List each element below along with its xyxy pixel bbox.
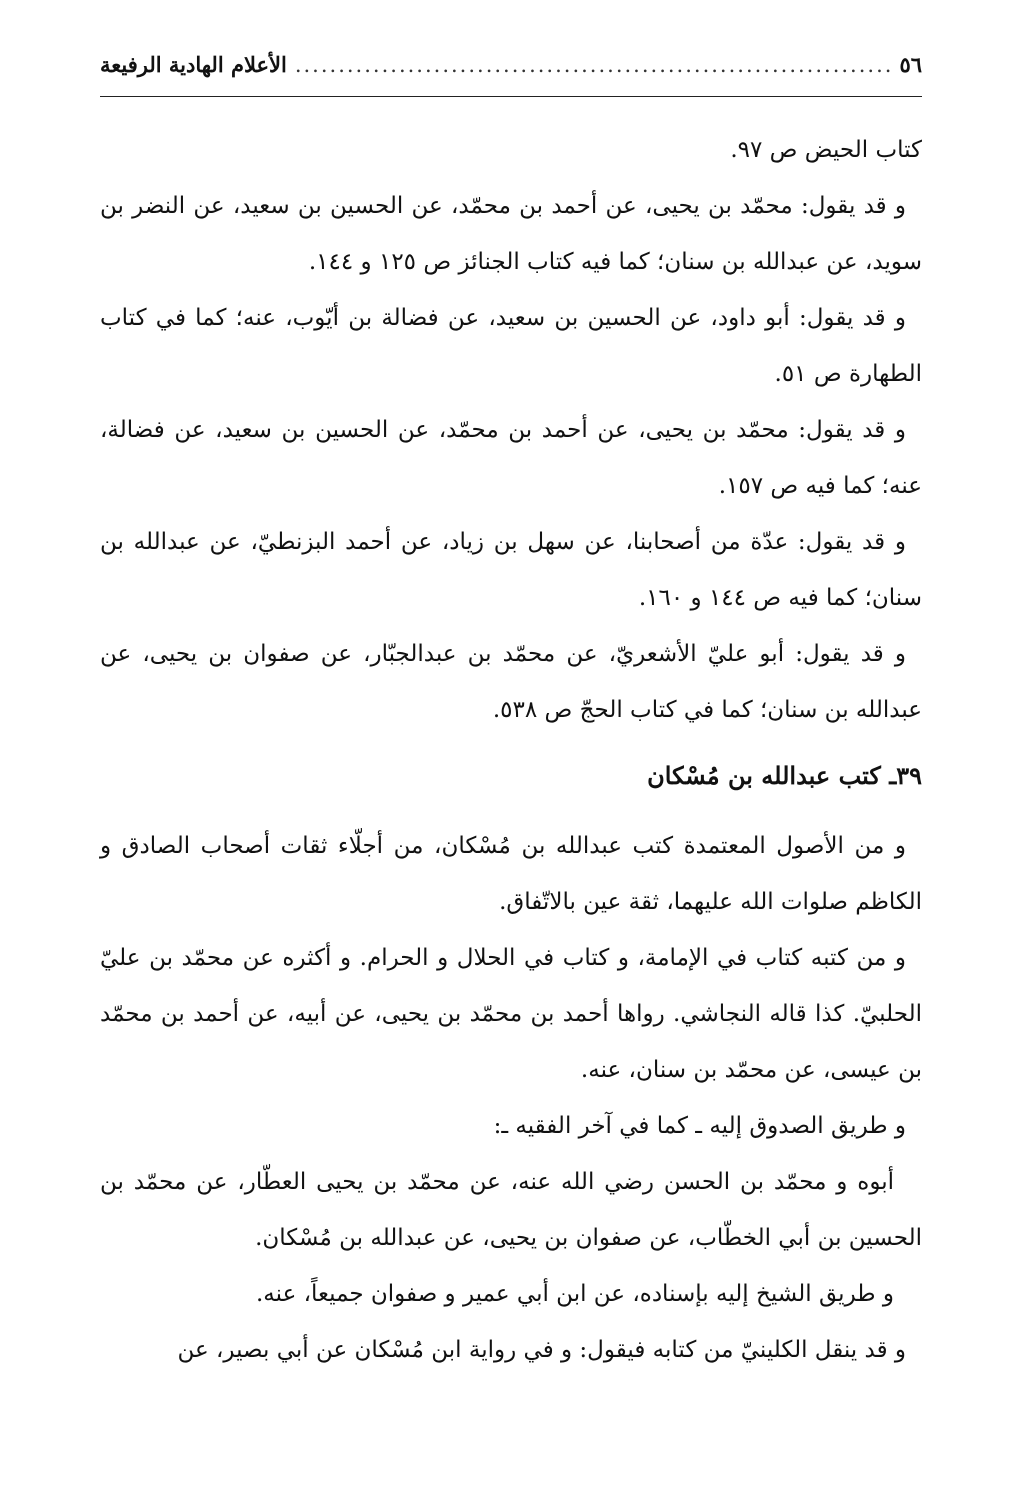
paragraph: و قد يقول: أبو عليّ الأشعريّ، عن محمّد بن عبدالجبّار، عن صفوان بن يحيى، عن عبدالله بن سنان؛ كما في كتاب الحجّ ص ٥٣٨. xyxy=(100,641,922,723)
section-heading: ٣٩ـ كتب عبدالله بن مُسْكان xyxy=(647,761,922,790)
paragraph: و قد يقول: أبو داود، عن الحسين بن سعيد، عن فضالة بن أيّوب، عنه؛ كما في كتاب الطهارة ص ٥١. xyxy=(100,305,922,387)
paragraph: كتاب الحيض ص ٩٧. xyxy=(730,137,922,163)
paragraph: و قد يقول: محمّد بن يحيى، عن أحمد بن محمّد، عن الحسين بن سعيد، عن فضالة، عنه؛ كما فيه ص ١٥٧. xyxy=(100,417,922,499)
paragraph: و قد يقول: عدّة من أصحابنا، عن سهل بن زياد، عن أحمد البزنطيّ، عن عبدالله بن سنان؛ كما فيه ص ١٤٤ و ١٦٠. xyxy=(100,529,922,611)
paragraph: و طريق الصدوق إليه ـ كما في آخر الفقيه ـ: xyxy=(493,1113,906,1139)
page-header xyxy=(100,52,922,92)
paragraph: و طريق الشيخ إليه بإسناده، عن ابن أبي عمير و صفوان جميعاً، عنه. xyxy=(255,1281,894,1307)
page-number: ٥٦ xyxy=(899,52,922,77)
running-title: الأعلام الهادية الرفيعة xyxy=(100,52,287,77)
paragraph: و من كتبه كتاب في الإمامة، و كتاب في الحلال و الحرام. و أكثره عن محمّد بن عليّ الحلبيّ. كذا قاله النجاشي. رواها أحمد بن محمّد بن يحيى، عن أبيه، عن أحمد بن محمّد بن عيسى، عن محمّد بن سنان، عنه. xyxy=(100,945,922,1083)
paragraph: و من الأصول المعتمدة كتب عبدالله بن مُسْكان، من أجلّاء ثقات أصحاب الصادق و الكاظم صلوات الله عليهما، ثقة عين بالاتّفاق. xyxy=(100,833,922,915)
paragraph: أبوه و محمّد بن الحسن رضي الله عنه، عن محمّد بن يحيى العطّار، عن محمّد بن الحسين بن أبي الخطّاب، عن صفوان بن يحيى، عن عبدالله بن مُسْكان. xyxy=(100,1169,922,1251)
header-rule xyxy=(100,96,922,97)
paragraph: و قد ينقل الكلينيّ من كتابه فيقول: و في رواية ابن مُسْكان عن أبي بصير، عن xyxy=(177,1337,906,1363)
leader-dots xyxy=(293,53,894,77)
paragraph: و قد يقول: محمّد بن يحيى، عن أحمد بن محمّد، عن الحسين بن سعيد، عن النضر بن سويد، عن عبدالله بن سنان؛ كما فيه كتاب الجنائز ص ١٢٥ و ١٤٤. xyxy=(100,193,922,275)
page-body xyxy=(100,122,922,1378)
